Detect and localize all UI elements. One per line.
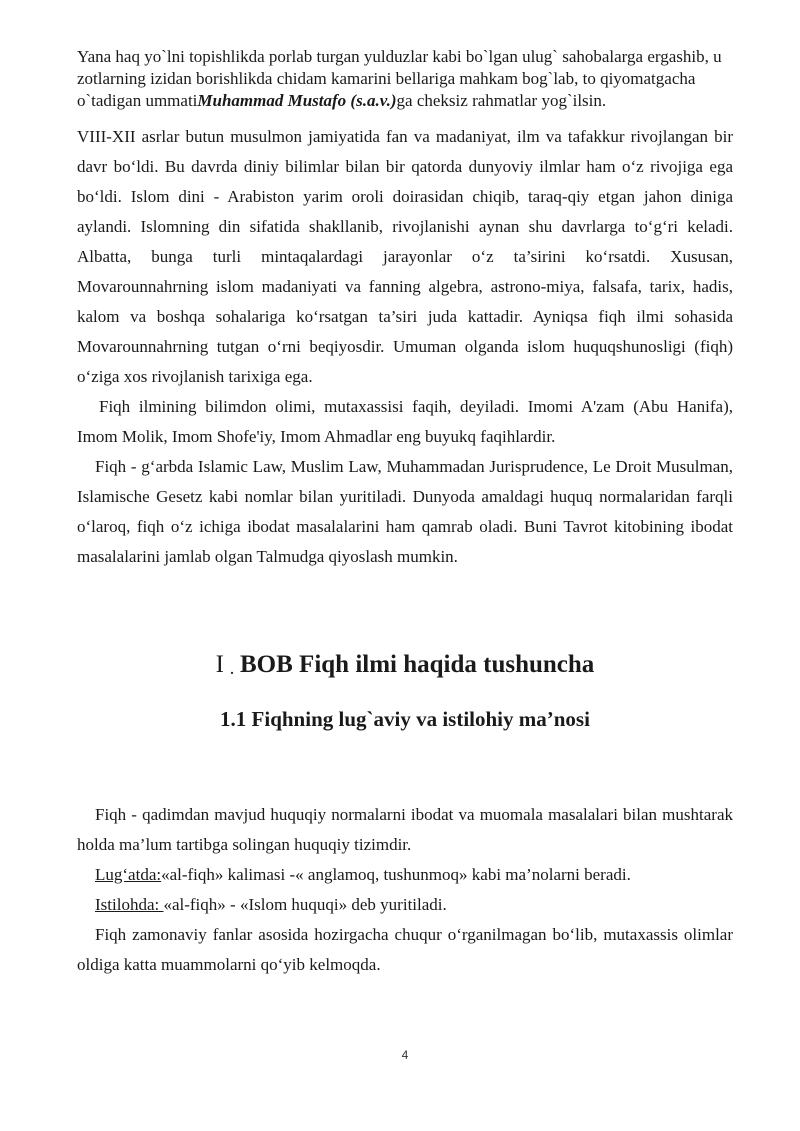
- paragraph-history: VIII-XII asrlar butun musulmon jamiyatida fan va madaniyat, ilm va tafakkur rivojlangan bir davr bo‘ldi. Bu davrda diniy bilimlar bilan bir qatorda dunyoviy ilmlar ham o‘z rivojiga ega bo‘ldi. Islom dini - Arabiston yarim oroli doirasidan chiqib, taraq-qiy etgan jahon diniga aylandi. Islomning din sifatida shakllanib, rivojlanishi aynan shu davrlarga to‘g‘ri keladi. Albatta, bunga turli mintaqalardagi jarayonlar o‘z ta’sirini ko‘rsatdi. Xususan, Movarounnahrning islom madaniyati va fanning algebra, astrono-miya, falsafa, tarix, hadis, kalom va boshqa sohalariga ko‘rsatgan ta’siri juda kattadir. Ayniqsa fiqh ilmi sohasida Movarounnahrning tutgan o‘rni beqiyosdir. Umuman olganda islom huquqshunosligi (fiqh) o‘ziga xos rivojlanish tarixiga ega.: [77, 127, 733, 386]
- paragraph-faqih: Fiqh ilmining bilimdon olimi, mutaxassisi faqih, deyiladi. Imomi A'zam (Abu Hanifa), Imom Molik, Imom Shofe'iy, Imom Ahmadlar eng buyukq faqihlardir.: [77, 397, 733, 446]
- lexical-label: Lug‘atda:: [95, 865, 162, 884]
- chapter-roman: I: [215, 651, 224, 678]
- chapter-dot: .: [230, 663, 234, 678]
- paragraph-lexical: [77, 860, 733, 890]
- intro-bold-name: Muhammad Mustafo (s.a.v.): [197, 91, 397, 110]
- paragraph-terminological: [77, 890, 733, 920]
- document-page: [77, 46, 733, 980]
- intro-text-before: Yana haq yo`lni topishlikda porlab turgan yulduzlar kabi bo`lgan ulug` sahobalarga ergashib, u zotlarning izidan borishlikda chidam kamarini bellariga mahkam bog`lab, to qiyomatgacha o`tadigan ummati: [77, 47, 722, 110]
- lexical-text: «al-fiqh» kalimasi -« anglamoq, tushunmoq» kabi ma’nolarni beradi.: [161, 865, 631, 884]
- intro-text-after: ga cheksiz rahmatlar yog`ilsin.: [396, 91, 607, 110]
- page-number: 4: [401, 1048, 409, 1062]
- section-heading: 1.1 Fiqhning lug`aviy va istilohiy ma’nosi: [220, 707, 590, 731]
- paragraph-definition: Fiqh - qadimdan mavjud huquqiy normalarni ibodat va muomala masalalari bilan mushtarak holda ma’lum tartibga solingan huquqiy tizimdir.: [77, 805, 733, 854]
- chapter-title: BOB Fiqh ilmi haqida tushuncha: [240, 651, 595, 678]
- paragraph-modern-study: Fiqh zamonaviy fanlar asosida hozirgacha chuqur o‘rganilmagan bo‘lib, mutaxassis olimlar oldiga katta muammolarni qo‘yib kelmoqda.: [77, 925, 733, 974]
- terminological-text: «al-fiqh» - «Islom huquqi» deb yuritiladi.: [163, 895, 447, 914]
- paragraph-western-names: Fiqh - g‘arbda Islamic Law, Muslim Law, Muhammadan Jurisprudence, Le Droit Musulman, Islamische Gesetz kabi nomlar bilan yuritiladi. Dunyoda amaldagi huquq normalaridan farqli o‘laroq, fiqh o‘z ichiga ibodat masalalarini ham qamrab oladi. Buni Tavrot kitobining ibodat masalalarini jamlab olgan Talmudga qiyoslash mumkin.: [77, 457, 733, 566]
- chapter-heading: [77, 649, 733, 687]
- intro-paragraph: [77, 46, 733, 112]
- terminological-label: Istilohda:: [95, 895, 164, 914]
